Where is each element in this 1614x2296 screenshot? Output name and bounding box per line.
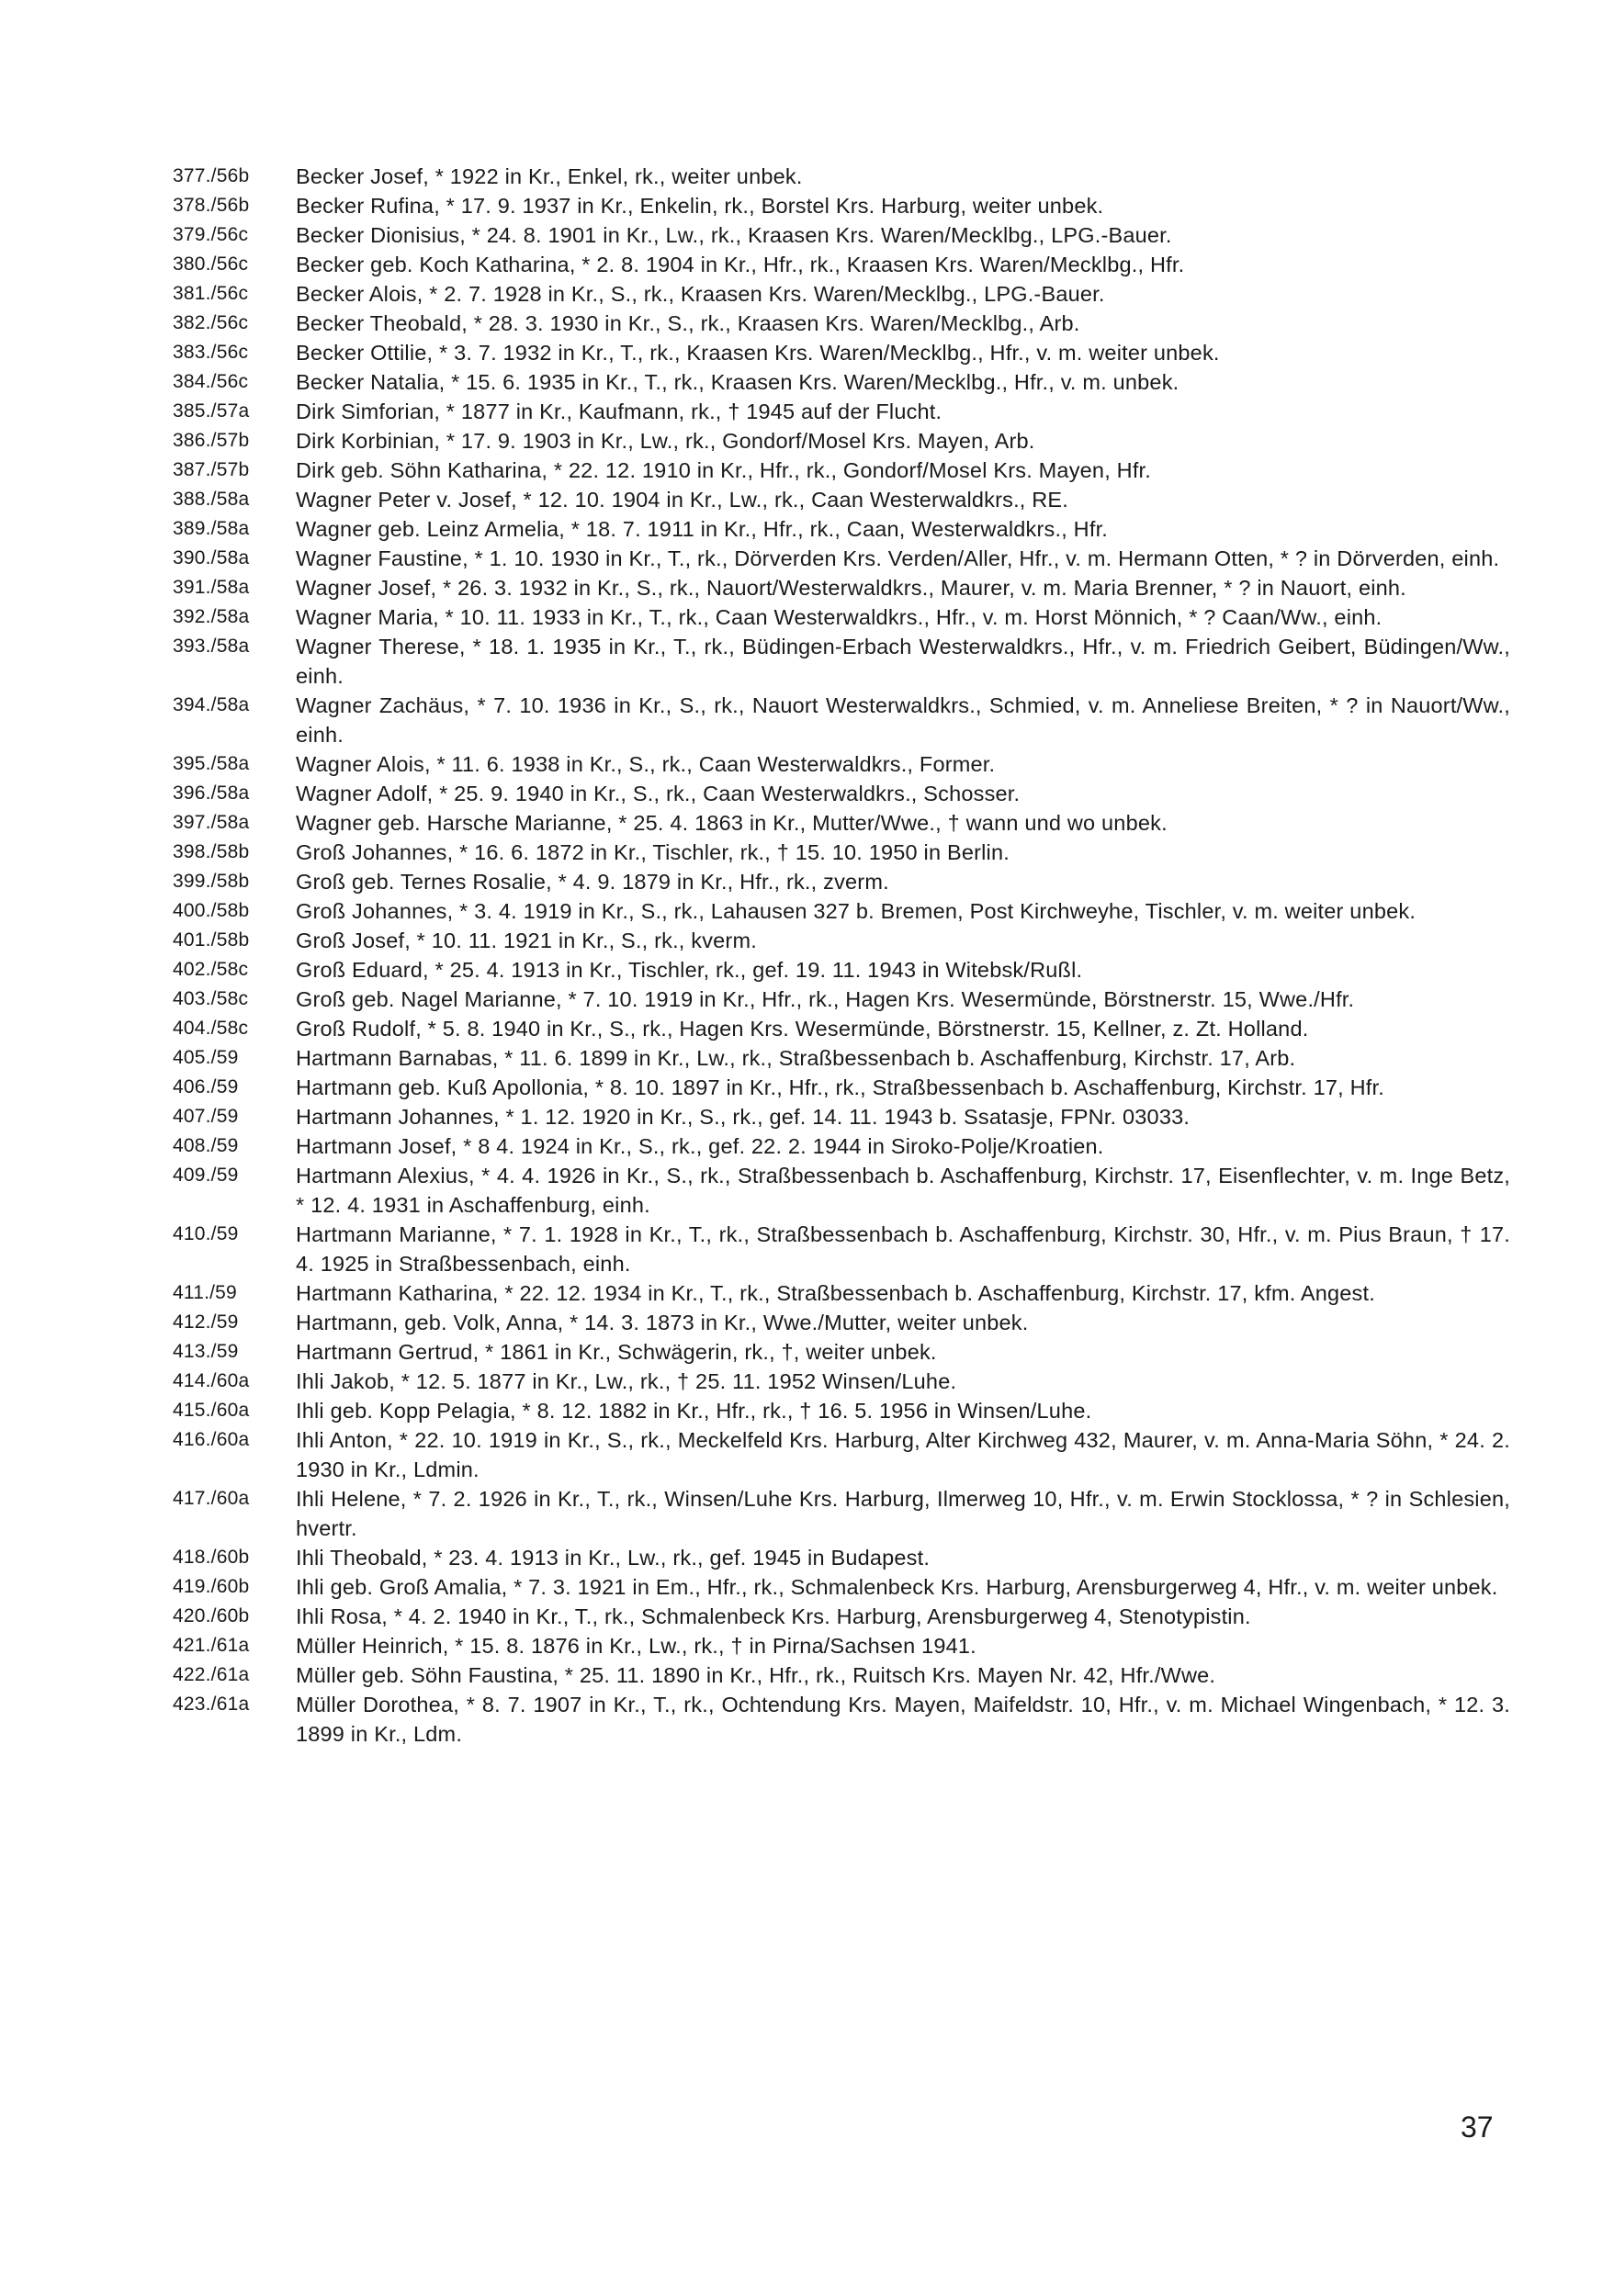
entry-text: Müller Heinrich, * 15. 8. 1876 in Kr., Lw., rk., † in Pirna/Sachsen 1941. <box>296 1634 976 1658</box>
entry-text: Wagner geb. Leinz Armelia, * 18. 7. 1911 in Kr., Hfr., rk., Caan, Westerwaldkrs., Hfr. <box>296 517 1109 541</box>
entry-text: Müller geb. Söhn Faustina, * 25. 11. 1890 in Kr., Hfr., rk., Ruitsch Krs. Mayen Nr. 42, Hfr./Wwe. <box>296 1663 1216 1687</box>
register-entry <box>173 1690 1514 1749</box>
entry-text: Dirk geb. Söhn Katharina, * 22. 12. 1910 in Kr., Hfr., rk., Gondorf/Mosel Krs. Mayen, Hfr. <box>296 458 1152 482</box>
entry-number: 420./60b <box>173 1605 250 1626</box>
entry-number: 382./56c <box>173 312 249 333</box>
register-entry <box>173 808 1514 838</box>
entry-text: Hartmann Gertrud, * 1861 in Kr., Schwägerin, rk., †, weiter unbek. <box>296 1340 937 1364</box>
entry-text: Becker geb. Koch Katharina, * 2. 8. 1904 in Kr., Hfr., rk., Kraasen Krs. Waren/Mecklbg., Hfr. <box>296 253 1185 276</box>
entry-number: 386./57b <box>173 430 250 451</box>
entry-number: 390./58a <box>173 547 250 568</box>
register-entry <box>173 1484 1514 1543</box>
entry-number: 396./58a <box>173 782 250 804</box>
register-entry <box>173 1367 1514 1396</box>
entry-number: 417./60a <box>173 1488 250 1509</box>
entry-number: 377./56b <box>173 165 250 186</box>
register-entry <box>173 838 1514 867</box>
entry-text: Wagner Faustine, * 1. 10. 1930 in Kr., T., rk., Dörverden Krs. Verden/Aller, Hfr., v. m. Hermann Otten, * ? in Dörverden, einh. <box>296 546 1500 570</box>
entry-number: 385./57a <box>173 400 250 422</box>
register-entry <box>173 426 1514 456</box>
entry-text: Wagner Adolf, * 25. 9. 1940 in Kr., S., rk., Caan Westerwaldkrs., Schosser. <box>296 782 1021 805</box>
entry-number: 409./59 <box>173 1165 239 1186</box>
register-entry <box>173 896 1514 926</box>
entry-text: Dirk Simforian, * 1877 in Kr., Kaufmann, rk., † 1945 auf der Flucht. <box>296 400 942 423</box>
register-entry <box>173 1602 1514 1631</box>
register-entry <box>173 309 1514 338</box>
entry-number: 414./60a <box>173 1370 250 1391</box>
entry-text: Ihli geb. Kopp Pelagia, * 8. 12. 1882 in Kr., Hfr., rk., † 16. 5. 1956 in Winsen/Luhe. <box>296 1399 1092 1423</box>
entry-text: Hartmann, geb. Volk, Anna, * 14. 3. 1873 in Kr., Wwe./Mutter, weiter unbek. <box>296 1311 1029 1334</box>
entry-text: Becker Ottilie, * 3. 7. 1932 in Kr., T., rk., Kraasen Krs. Waren/Mecklbg., Hfr., v. m. weiter unbek. <box>296 341 1220 365</box>
register-entry <box>173 220 1514 250</box>
entry-number: 398./58b <box>173 841 250 862</box>
entry-number: 388./58a <box>173 489 250 510</box>
entry-number: 391./58a <box>173 577 250 598</box>
entry-number: 389./58a <box>173 518 250 539</box>
entry-number: 397./58a <box>173 812 250 833</box>
register-entry <box>173 544 1514 573</box>
entry-number: 384./56c <box>173 371 249 392</box>
register-entry <box>173 1308 1514 1337</box>
entry-number: 413./59 <box>173 1341 239 1362</box>
register-entry <box>173 1131 1514 1161</box>
entry-number: 393./58a <box>173 636 250 657</box>
entry-text: Groß Johannes, * 16. 6. 1872 in Kr., Tischler, rk., † 15. 10. 1950 in Berlin. <box>296 840 1010 864</box>
entry-text: Groß geb. Ternes Rosalie, * 4. 9. 1879 in Kr., Hfr., rk., zverm. <box>296 870 889 894</box>
entry-number: 408./59 <box>173 1135 239 1156</box>
register-entry <box>173 1161 1514 1220</box>
register-entry <box>173 191 1514 220</box>
entry-number: 394./58a <box>173 694 250 715</box>
entry-text: Wagner Peter v. Josef, * 12. 10. 1904 in Kr., Lw., rk., Caan Westerwaldkrs., RE. <box>296 488 1069 512</box>
entry-text: Groß Josef, * 10. 11. 1921 in Kr., S., rk., kverm. <box>296 929 757 952</box>
register-entry <box>173 926 1514 955</box>
entry-text: Hartmann Katharina, * 22. 12. 1934 in Kr., T., rk., Straßbessenbach b. Aschaffenburg, Kirchstr. 17, kfm. Angest. <box>296 1281 1375 1305</box>
entry-number: 405./59 <box>173 1047 239 1068</box>
entry-text: Becker Josef, * 1922 in Kr., Enkel, rk., weiter unbek. <box>296 164 803 188</box>
entry-text: Becker Rufina, * 17. 9. 1937 in Kr., Enkelin, rk., Borstel Krs. Harburg, weiter unbek. <box>296 194 1104 218</box>
entry-number: 379./56c <box>173 224 249 245</box>
entry-text: Ihli geb. Groß Amalia, * 7. 3. 1921 in Em., Hfr., rk., Schmalenbeck Krs. Harburg, Arensburgerweg 4, Hfr., v. m. weiter unbek. <box>296 1575 1498 1599</box>
entry-number: 423./61a <box>173 1694 250 1715</box>
register-entry <box>173 573 1514 602</box>
register-entry <box>173 1220 1514 1278</box>
entry-text: Groß Rudolf, * 5. 8. 1940 in Kr., S., rk., Hagen Krs. Wesermünde, Börstnerstr. 15, Kellner, z. Zt. Holland. <box>296 1017 1309 1041</box>
entry-text: Groß geb. Nagel Marianne, * 7. 10. 1919 in Kr., Hfr., rk., Hagen Krs. Wesermünde, Börstnerstr. 15, Wwe./Hfr. <box>296 987 1355 1011</box>
entry-number: 416./60a <box>173 1429 250 1450</box>
entry-text: Hartmann geb. Kuß Apollonia, * 8. 10. 1897 in Kr., Hfr., rk., Straßbessenbach b. Aschaffenburg, Kirchstr. 17, Hfr. <box>296 1075 1384 1099</box>
register-entry <box>173 1396 1514 1425</box>
entry-text: Groß Eduard, * 25. 4. 1913 in Kr., Tischler, rk., gef. 19. 11. 1943 in Witebsk/Rußl. <box>296 958 1083 982</box>
register-entry <box>173 162 1514 191</box>
register-entry <box>173 514 1514 544</box>
register-entry <box>173 749 1514 779</box>
entry-text: Becker Alois, * 2. 7. 1928 in Kr., S., rk., Kraasen Krs. Waren/Mecklbg., LPG.-Bauer. <box>296 282 1105 306</box>
entry-text: Ihli Rosa, * 4. 2. 1940 in Kr., T., rk., Schmalenbeck Krs. Harburg, Arensburgerweg 4, Stenotypistin. <box>296 1604 1251 1628</box>
register-entry <box>173 632 1514 691</box>
entry-number: 400./58b <box>173 900 250 921</box>
register-entry <box>173 779 1514 808</box>
register-entry <box>173 367 1514 397</box>
entry-text: Wagner Josef, * 26. 3. 1932 in Kr., S., rk., Nauort/Westerwaldkrs., Maurer, v. m. Maria Brenner, * ? in Nauort, einh. <box>296 576 1406 600</box>
entry-text: Wagner Therese, * 18. 1. 1935 in Kr., T., rk., Büdingen-Erbach Westerwaldkrs., Hfr., v. m. Friedrich Geibert, Büdingen/Ww., einh. <box>296 635 1510 688</box>
entry-text: Groß Johannes, * 3. 4. 1919 in Kr., S., rk., Lahausen 327 b. Bremen, Post Kirchweyhe, Tischler, v. m. weiter unbek. <box>296 899 1416 923</box>
entry-number: 387./57b <box>173 459 250 480</box>
register-entry <box>173 1014 1514 1043</box>
entry-text: Hartmann Johannes, * 1. 12. 1920 in Kr., S., rk., gef. 14. 11. 1943 b. Ssatasje, FPNr. 03033. <box>296 1105 1191 1129</box>
entry-text: Wagner geb. Harsche Marianne, * 25. 4. 1863 in Kr., Mutter/Wwe., † wann und wo unbek. <box>296 811 1168 835</box>
entry-text: Wagner Maria, * 10. 11. 1933 in Kr., T., rk., Caan Westerwaldkrs., Hfr., v. m. Horst Mönnich, * ? Caan/Ww., einh. <box>296 605 1383 629</box>
register-entry <box>173 1278 1514 1308</box>
register-entry <box>173 1660 1514 1690</box>
entry-number: 419./60b <box>173 1576 250 1597</box>
entry-number: 383./56c <box>173 342 249 363</box>
entry-text: Hartmann Barnabas, * 11. 6. 1899 in Kr., Lw., rk., Straßbessenbach b. Aschaffenburg, Kirchstr. 17, Arb. <box>296 1046 1296 1070</box>
entry-number: 407./59 <box>173 1106 239 1127</box>
register-entry <box>173 250 1514 279</box>
register-entry <box>173 602 1514 632</box>
entry-number: 395./58a <box>173 753 250 774</box>
entry-number: 421./61a <box>173 1635 250 1656</box>
register-entry <box>173 867 1514 896</box>
entry-number: 399./58b <box>173 871 250 892</box>
entry-number: 415./60a <box>173 1400 250 1421</box>
entry-number: 404./58c <box>173 1018 249 1039</box>
register-entry <box>173 397 1514 426</box>
entry-text: Hartmann Josef, * 8 4. 1924 in Kr., S., rk., gef. 22. 2. 1944 in Siroko-Polje/Kroatien. <box>296 1134 1104 1158</box>
entry-text: Ihli Helene, * 7. 2. 1926 in Kr., T., rk., Winsen/Luhe Krs. Harburg, Ilmerweg 10, Hfr., v. m. Erwin Stocklossa, * ? in Schlesien, hvertr. <box>296 1487 1510 1540</box>
entry-text: Ihli Theobald, * 23. 4. 1913 in Kr., Lw., rk., gef. 1945 in Budapest. <box>296 1546 931 1570</box>
entry-text: Wagner Zachäus, * 7. 10. 1936 in Kr., S., rk., Nauort Westerwaldkrs., Schmied, v. m. Anneliese Breiten, * ? in Nauort/Ww., einh. <box>296 693 1510 747</box>
entry-text: Wagner Alois, * 11. 6. 1938 in Kr., S., rk., Caan Westerwaldkrs., Former. <box>296 752 996 776</box>
register-entry <box>173 1073 1514 1102</box>
entry-number: 401./58b <box>173 929 250 951</box>
register-entry <box>173 1043 1514 1073</box>
entry-number: 381./56c <box>173 283 249 304</box>
entry-number: 410./59 <box>173 1223 239 1244</box>
register-entry <box>173 985 1514 1014</box>
entry-number: 411./59 <box>173 1282 237 1303</box>
register-entry <box>173 1631 1514 1660</box>
register-entry <box>173 1572 1514 1602</box>
entry-text: Becker Theobald, * 28. 3. 1930 in Kr., S., rk., Kraasen Krs. Waren/Mecklbg., Arb. <box>296 311 1080 335</box>
register-entry <box>173 1425 1514 1484</box>
register-entry <box>173 1337 1514 1367</box>
entry-number: 392./58a <box>173 606 250 627</box>
register-entry <box>173 338 1514 367</box>
entry-text: Ihli Anton, * 22. 10. 1919 in Kr., S., rk., Meckelfeld Krs. Harburg, Alter Kirchweg 432, Maurer, v. m. Anna-Maria Söhn, * 24. 2. 1930 in Kr., Ldmin. <box>296 1428 1510 1481</box>
register-entry <box>173 1543 1514 1572</box>
entry-text: Müller Dorothea, * 8. 7. 1907 in Kr., T., rk., Ochtendung Krs. Mayen, Maifeldstr. 10, Hfr., v. m. Michael Wingenbach, * 12. 3. 1899 in Kr., Ldm. <box>296 1693 1510 1746</box>
page-number: 37 <box>1461 2110 1494 2144</box>
register-entry <box>173 691 1514 749</box>
entry-number: 403./58c <box>173 988 249 1009</box>
register-list <box>173 162 1514 1749</box>
entry-number: 406./59 <box>173 1076 239 1097</box>
register-entry <box>173 279 1514 309</box>
entry-text: Becker Natalia, * 15. 6. 1935 in Kr., T., rk., Kraasen Krs. Waren/Mecklbg., Hfr., v. m. unbek. <box>296 370 1179 394</box>
register-entry <box>173 1102 1514 1131</box>
register-entry <box>173 485 1514 514</box>
entry-number: 418./60b <box>173 1547 250 1568</box>
entry-text: Becker Dionisius, * 24. 8. 1901 in Kr., Lw., rk., Kraasen Krs. Waren/Mecklbg., LPG.-Bauer. <box>296 223 1172 247</box>
entry-text: Hartmann Marianne, * 7. 1. 1928 in Kr., T., rk., Straßbessenbach b. Aschaffenburg, Kirchstr. 30, Hfr., v. m. Pius Braun, † 17. 4. 1925 in Straßbessenbach, einh. <box>296 1222 1510 1276</box>
entry-text: Hartmann Alexius, * 4. 4. 1926 in Kr., S., rk., Straßbessenbach b. Aschaffenburg, Kirchstr. 17, Eisenflechter, v. m. Inge Betz, * 12. 4. 1931 in Aschaffenburg, einh. <box>296 1164 1510 1217</box>
register-entry <box>173 456 1514 485</box>
entry-number: 422./61a <box>173 1664 250 1685</box>
entry-text: Ihli Jakob, * 12. 5. 1877 in Kr., Lw., rk., † 25. 11. 1952 Winsen/Luhe. <box>296 1369 957 1393</box>
entry-number: 380./56c <box>173 253 249 275</box>
entry-number: 402./58c <box>173 959 249 980</box>
entry-number: 412./59 <box>173 1311 239 1333</box>
entry-number: 378./56b <box>173 195 250 216</box>
entry-text: Dirk Korbinian, * 17. 9. 1903 in Kr., Lw., rk., Gondorf/Mosel Krs. Mayen, Arb. <box>296 429 1035 453</box>
register-entry <box>173 955 1514 985</box>
